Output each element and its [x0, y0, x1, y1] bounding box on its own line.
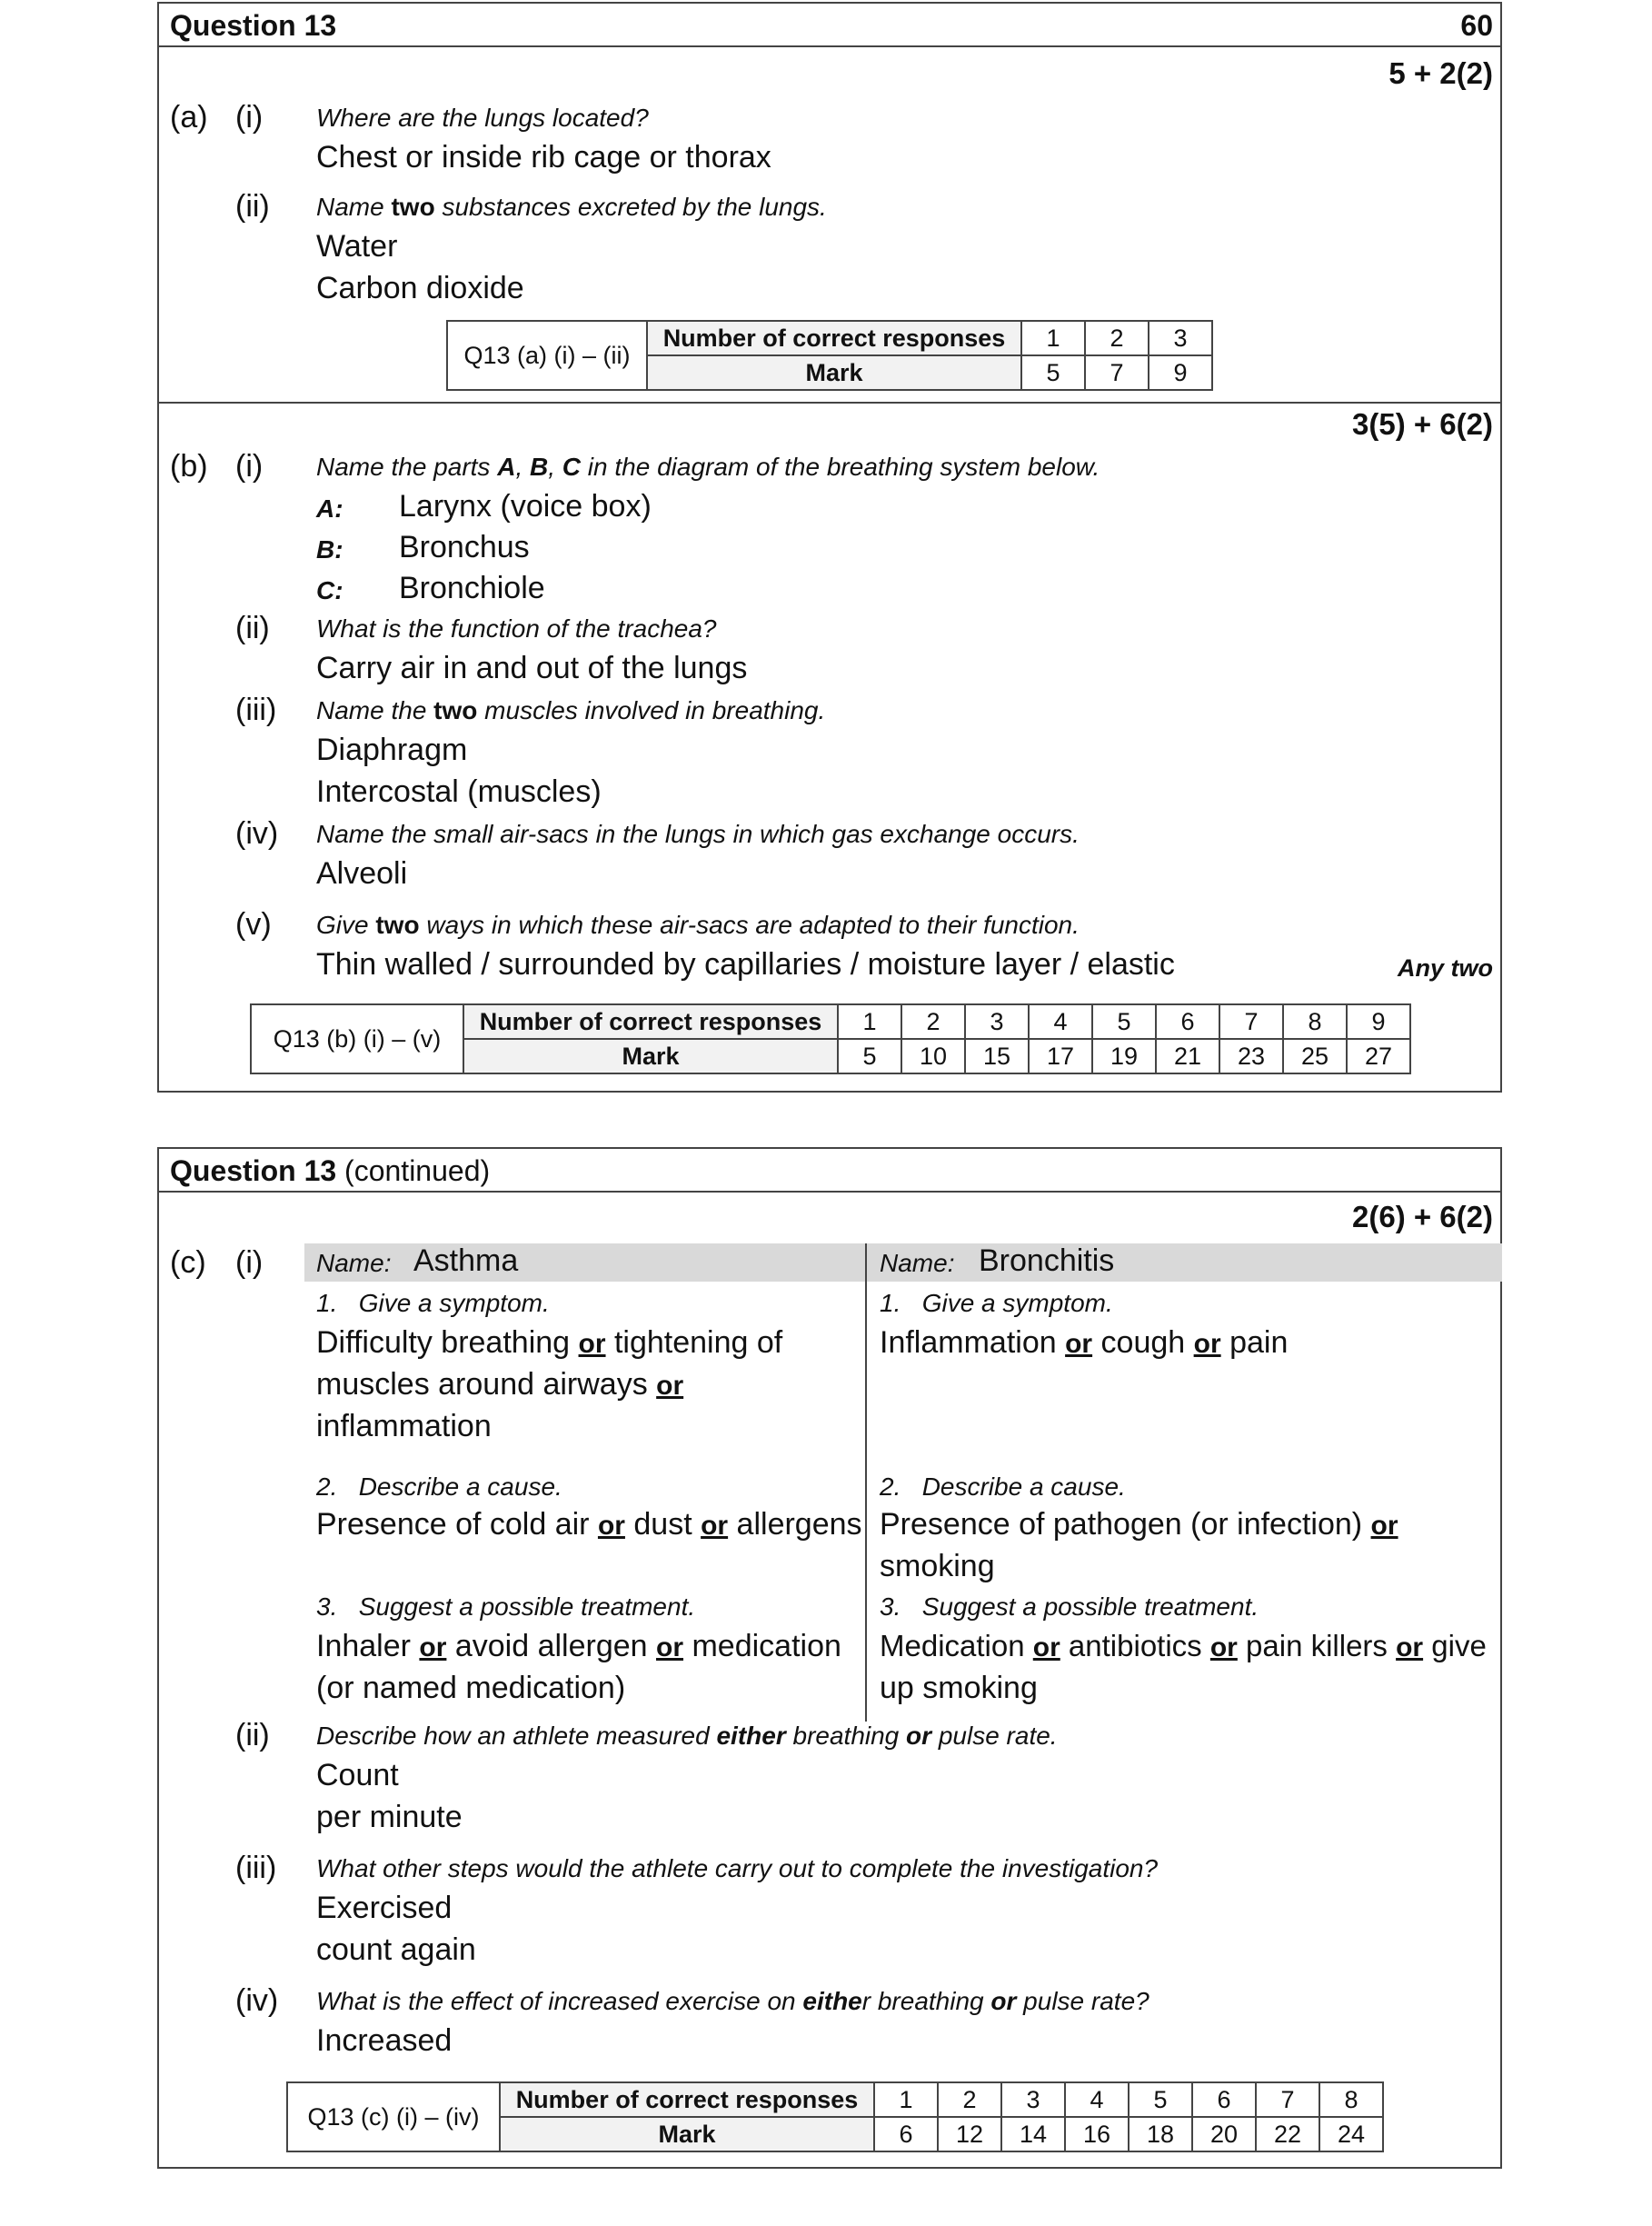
q-text: ,	[548, 453, 562, 481]
part-c-iv-question	[316, 1987, 1149, 2016]
right-q2: 2. Describe a cause.	[880, 1472, 1126, 1501]
answer-text: antibiotics	[1060, 1629, 1210, 1662]
left-a3-line2: (or named medication)	[316, 1671, 626, 1705]
marks-table-a	[446, 320, 1213, 391]
response-cell: 6	[1192, 2082, 1256, 2117]
row-label-responses: Number of correct responses	[500, 2082, 874, 2117]
part-c-ii-question	[316, 1722, 1058, 1751]
answer-text: Presence of cold air	[316, 1507, 598, 1542]
mark-cell: 20	[1192, 2117, 1256, 2151]
response-cell: 1	[838, 1004, 901, 1039]
q-text: ,	[515, 453, 530, 481]
part-b-iv-question: Name the small air-sacs in the lungs in which gas exchange occurs.	[316, 820, 1080, 848]
left-a3-line1	[316, 1629, 841, 1664]
left-a1-line1	[316, 1325, 782, 1361]
marks-table-id: Q13 (a) (i) – (ii)	[447, 321, 647, 390]
part-a-i-answer: Chest or inside rib cage or thorax	[316, 140, 771, 175]
row-label-responses: Number of correct responses	[463, 1004, 838, 1039]
mark-cell: 18	[1129, 2117, 1192, 2151]
or-word: or	[597, 1511, 625, 1541]
mark-cell: 15	[965, 1039, 1029, 1073]
part-c-iii-question: What other steps would the athlete carry out to complete the investigation?	[316, 1854, 1159, 1882]
response-cell: 6	[1156, 1004, 1219, 1039]
response-cell: 3	[1149, 321, 1212, 355]
response-cell: 2	[901, 1004, 965, 1039]
row-label-mark: Mark	[463, 1039, 838, 1073]
q-text: muscles involved in breathing.	[477, 696, 826, 724]
part-c-ii-answer-1: Count	[316, 1758, 399, 1792]
answer-text: Inhaler	[316, 1629, 420, 1663]
or-word: or	[656, 1371, 684, 1401]
response-cell: 4	[1029, 1004, 1092, 1039]
section-divider	[159, 402, 1500, 404]
q-bold: A	[497, 453, 516, 481]
question-title: Question 13	[170, 9, 337, 42]
answer-text: cough	[1092, 1325, 1194, 1360]
part-a-marks: 5 + 2(2)	[1388, 56, 1493, 90]
or-word: or	[1032, 1632, 1060, 1662]
part-b-i-answer-a: Larynx (voice box)	[399, 489, 652, 524]
part-a-ii-answer-1: Water	[316, 229, 398, 264]
q-text: Name the parts	[316, 453, 498, 481]
part-b-iv-answer: Alveoli	[316, 856, 408, 891]
part-b-i-question	[316, 453, 1100, 482]
right-q3: 3. Suggest a possible treatment.	[880, 1592, 1259, 1621]
or-word: or	[1193, 1329, 1221, 1359]
left-q1: 1. Give a symptom.	[316, 1289, 550, 1317]
part-c-iv-num: (iv)	[235, 1983, 279, 2018]
part-a-ii-num: (ii)	[235, 189, 270, 224]
mark-cell: 27	[1347, 1039, 1410, 1073]
mark-cell: 22	[1256, 2117, 1319, 2151]
part-b-marks: 3(5) + 6(2)	[1352, 407, 1493, 441]
q-text: in the diagram of the breathing system below.	[581, 453, 1100, 481]
part-b-ii-question: What is the function of the trachea?	[316, 614, 717, 643]
disease-name-right: Bronchitis	[979, 1243, 1115, 1278]
answer-text: pain killers	[1237, 1629, 1397, 1662]
q-text: Name the	[316, 696, 434, 724]
left-a1-line3: inflammation	[316, 1409, 492, 1443]
q-text: ways in which these air-sacs are adapted to their function.	[419, 911, 1080, 939]
marks-table-b	[250, 1003, 1411, 1074]
mark-cell: 6	[874, 2117, 938, 2151]
response-cell: 9	[1347, 1004, 1410, 1039]
part-b-iii-question	[316, 696, 825, 725]
part-b-iii-num: (iii)	[235, 693, 277, 727]
response-cell: 8	[1283, 1004, 1347, 1039]
part-b-label: (b)	[170, 449, 208, 484]
or-word: or	[1370, 1511, 1398, 1541]
q-text: Describe how an athlete measured	[316, 1722, 717, 1750]
name-label: Name:	[880, 1249, 955, 1277]
disease-name-left: Asthma	[413, 1243, 519, 1278]
part-a-label: (a)	[170, 100, 208, 135]
answer-text: muscles around airways	[316, 1367, 657, 1402]
right-q1: 1. Give a symptom.	[880, 1289, 1113, 1317]
column-divider	[865, 1243, 867, 1722]
mark-cell: 23	[1219, 1039, 1283, 1073]
part-b-ii-answer: Carry air in and out of the lungs	[316, 651, 748, 685]
or-word: or	[419, 1632, 447, 1662]
part-b-i-letter-a: A:	[316, 494, 343, 523]
part-b-i-letter-c: C:	[316, 576, 343, 604]
part-b-v-question	[316, 911, 1080, 940]
response-cell: 7	[1256, 2082, 1319, 2117]
answer-text: allergens	[728, 1507, 862, 1542]
marks-table-id: Q13 (b) (i) – (v)	[251, 1004, 463, 1073]
response-cell: 8	[1319, 2082, 1383, 2117]
or-word: or	[656, 1632, 684, 1662]
mark-cell: 5	[1021, 355, 1085, 390]
question-title	[170, 1154, 490, 1188]
part-c-label: (c)	[170, 1245, 206, 1280]
response-cell: 2	[1085, 321, 1149, 355]
response-cell: 1	[1021, 321, 1085, 355]
mark-cell: 7	[1085, 355, 1149, 390]
q-text: substances excreted by the lungs.	[434, 193, 827, 221]
answer-text: pain	[1220, 1325, 1289, 1360]
mark-cell: 16	[1065, 2117, 1129, 2151]
question-13-continued-box	[157, 1147, 1502, 2169]
row-label-mark: Mark	[500, 2117, 874, 2151]
answer-text: avoid allergen	[446, 1629, 657, 1663]
right-a1	[880, 1325, 1288, 1361]
part-a-ii-question	[316, 193, 827, 222]
mark-cell: 12	[938, 2117, 1001, 2151]
name-label: Name:	[316, 1249, 392, 1277]
part-c-ii-answer-2: per minute	[316, 1800, 463, 1834]
q-text: Give	[316, 911, 376, 939]
q-bold: two	[391, 193, 435, 221]
part-c-iii-num: (iii)	[235, 1851, 277, 1885]
q-bold: either	[716, 1722, 786, 1750]
part-c-iii-answer-1: Exercised	[316, 1891, 453, 1925]
q-text: pulse rate.	[931, 1722, 1058, 1750]
answer-text: tightening of	[605, 1325, 783, 1360]
answer-text: Inflammation	[880, 1325, 1066, 1360]
response-cell: 3	[1001, 2082, 1065, 2117]
q-text: Name	[316, 193, 392, 221]
part-b-v-num: (v)	[235, 907, 272, 942]
response-cell: 5	[1092, 1004, 1156, 1039]
mark-cell: 17	[1029, 1039, 1092, 1073]
response-cell: 3	[965, 1004, 1029, 1039]
left-q3: 3. Suggest a possible treatment.	[316, 1592, 696, 1621]
part-b-i-letter-b: B:	[316, 535, 343, 564]
part-c-iii-answer-2: count again	[316, 1932, 476, 1967]
right-a3-line2: up smoking	[880, 1671, 1038, 1705]
continued-label: (continued)	[344, 1154, 491, 1187]
part-a-i-question: Where are the lungs located?	[316, 104, 649, 132]
or-word: or	[701, 1511, 729, 1541]
left-q2: 2. Describe a cause.	[316, 1472, 562, 1501]
q-text: What is the effect of increased exercise on	[316, 1987, 803, 2015]
answer-text: Presence of pathogen (or infection)	[880, 1507, 1371, 1542]
q-bold: C	[562, 453, 582, 481]
part-a-i-num: (i)	[235, 100, 264, 135]
part-a-ii-answer-2: Carbon dioxide	[316, 271, 524, 305]
part-b-i-answer-b: Bronchus	[399, 530, 530, 564]
part-b-iv-num: (iv)	[235, 816, 279, 851]
q-bold: two	[375, 911, 420, 939]
or-word: or	[1396, 1632, 1424, 1662]
disease-table	[304, 1243, 1502, 1722]
part-b-v-answer: Thin walled / surrounded by capillaries / moisture layer / elastic	[316, 947, 1175, 982]
question-header	[159, 4, 1500, 47]
row-label-responses: Number of correct responses	[647, 321, 1021, 355]
part-c-marks: 2(6) + 6(2)	[1352, 1200, 1493, 1233]
part-b-ii-num: (ii)	[235, 611, 270, 645]
mark-cell: 24	[1319, 2117, 1383, 2151]
response-cell: 1	[874, 2082, 938, 2117]
q-bold: B	[530, 453, 549, 481]
q-bold: or	[906, 1722, 932, 1750]
mark-cell: 9	[1149, 355, 1212, 390]
part-b-iii-answer-2: Intercostal (muscles)	[316, 774, 602, 809]
part-b-i-answer-c: Bronchiole	[399, 571, 545, 605]
or-word: or	[578, 1329, 606, 1359]
left-a1-line2	[316, 1367, 683, 1402]
q-text: r breathing	[861, 1987, 991, 2015]
mark-cell: 14	[1001, 2117, 1065, 2151]
response-cell: 2	[938, 2082, 1001, 2117]
q-bold: or	[990, 1987, 1017, 2015]
right-a2-line1	[880, 1507, 1398, 1542]
left-a2	[316, 1507, 862, 1542]
question-title-text: Question 13	[170, 1154, 337, 1187]
mark-cell: 5	[838, 1039, 901, 1073]
part-c-iv-answer: Increased	[316, 2023, 453, 2058]
part-b-i-num: (i)	[235, 449, 264, 484]
response-cell: 7	[1219, 1004, 1283, 1039]
right-a3-line1	[880, 1629, 1487, 1663]
q-text: breathing	[785, 1722, 907, 1750]
answer-text: Difficulty breathing	[316, 1325, 579, 1360]
mark-cell: 19	[1092, 1039, 1156, 1073]
response-cell: 4	[1065, 2082, 1129, 2117]
any-two-note: Any two	[1398, 954, 1493, 982]
answer-text: dust	[624, 1507, 702, 1542]
answer-text: give	[1423, 1629, 1487, 1662]
response-cell: 5	[1129, 2082, 1192, 2117]
or-word: or	[1065, 1329, 1093, 1359]
question-total-marks: 60	[1460, 9, 1493, 42]
q-text: pulse rate?	[1016, 1987, 1149, 2015]
marks-table-c	[286, 2081, 1384, 2152]
or-word: or	[1209, 1632, 1238, 1662]
mark-cell: 21	[1156, 1039, 1219, 1073]
right-a2-line2: smoking	[880, 1549, 995, 1583]
q-bold: two	[433, 696, 478, 724]
mark-cell: 25	[1283, 1039, 1347, 1073]
answer-text: medication	[683, 1629, 841, 1663]
answer-text: Medication	[880, 1629, 1033, 1662]
question-header	[159, 1149, 1500, 1193]
part-c-i-num: (i)	[235, 1245, 264, 1280]
row-label-mark: Mark	[647, 355, 1021, 390]
marks-table-id: Q13 (c) (i) – (iv)	[287, 2082, 500, 2151]
part-c-ii-num: (ii)	[235, 1718, 270, 1752]
mark-cell: 10	[901, 1039, 965, 1073]
question-13-box	[157, 2, 1502, 1093]
q-bold: eithe	[802, 1987, 862, 2015]
part-b-iii-answer-1: Diaphragm	[316, 733, 468, 767]
